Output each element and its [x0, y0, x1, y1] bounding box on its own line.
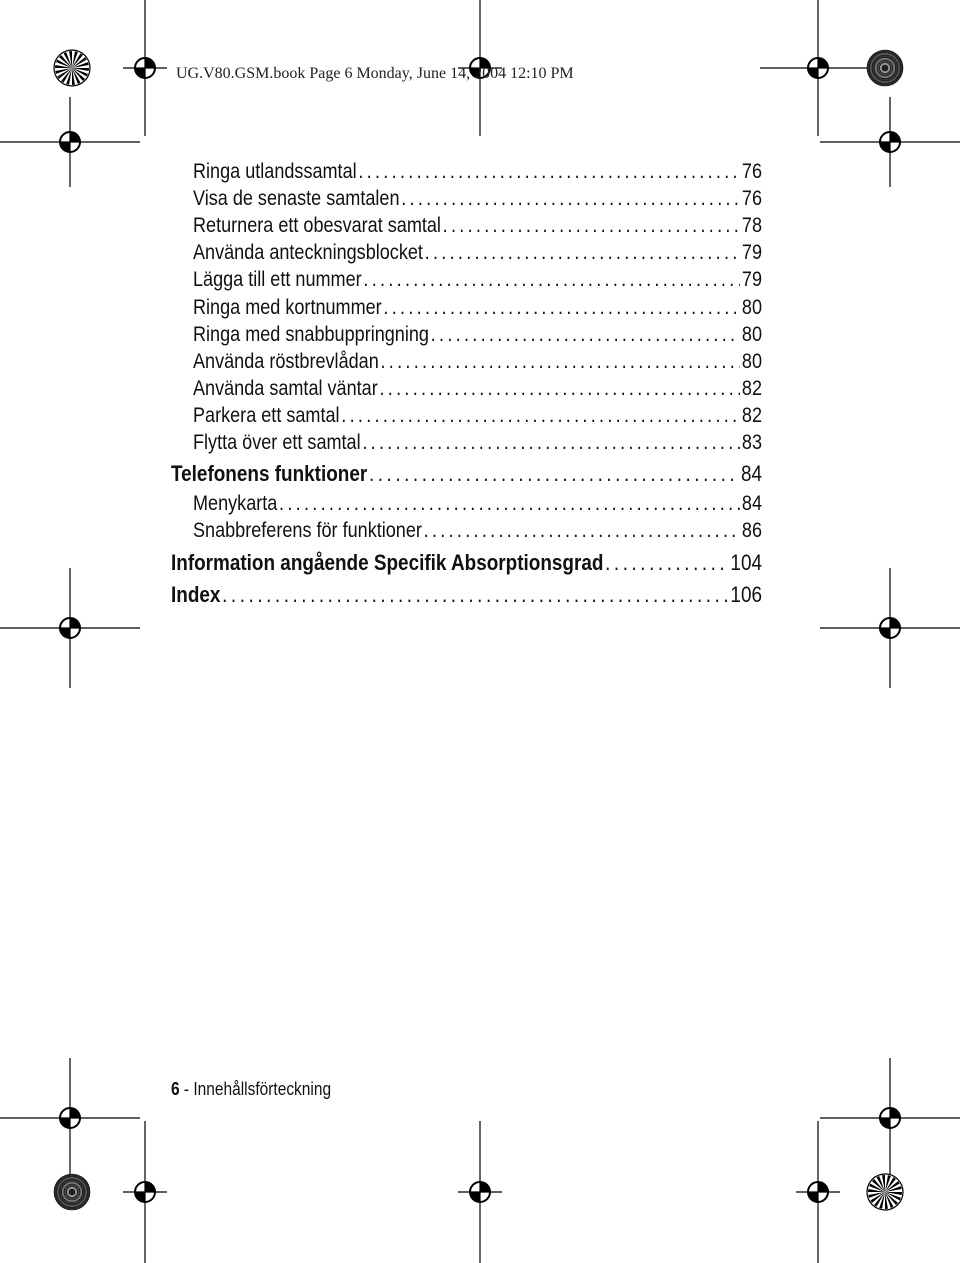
toc-entry[interactable]: [193, 214, 762, 238]
toc-dot-leader: [379, 377, 740, 401]
crosshair-circle-icon: [0, 568, 140, 688]
toc-entry-page: 84: [740, 461, 762, 486]
footer-separator: -: [179, 1079, 194, 1099]
toc-entry-page: 76: [741, 160, 762, 183]
toc-entry[interactable]: [193, 160, 762, 184]
footer-section-title: Innehållsförteckning: [193, 1079, 332, 1099]
toc-entry-page: 84: [741, 492, 762, 515]
grayscale-target-icon: [867, 50, 903, 86]
page-number: 6: [171, 1079, 180, 1099]
toc-entry-page: 82: [741, 377, 762, 400]
toc-entry-title: Menykarta: [193, 492, 278, 515]
toc-entry-title: Visa de senaste samtalen: [193, 187, 400, 210]
toc-entry[interactable]: [171, 461, 762, 487]
crosshair-circle-icon: [0, 97, 140, 187]
toc-entry-title: Information angående Specifik Absorptionsgrad: [171, 550, 604, 575]
toc-dot-leader: [222, 582, 729, 608]
toc-dot-leader: [358, 160, 740, 184]
toc-entry[interactable]: [193, 268, 762, 292]
crosshair-circle-icon: [820, 97, 960, 187]
toc-dot-leader: [363, 268, 740, 292]
toc-entry-page: 79: [741, 268, 762, 291]
book-header-info: UG.V80.GSM.book Page 6 Monday, June 14, 2004 12:10 PM: [176, 65, 574, 82]
toc-entry-page: 104: [730, 550, 762, 575]
toc-entry-title: Använda samtal väntar: [193, 377, 378, 400]
toc-dot-leader: [341, 404, 740, 428]
toc-dot-leader: [401, 187, 740, 211]
toc-entry-title: Använda anteckningsblocket: [193, 241, 423, 264]
toc-entry-title: Använda röstbrevlådan: [193, 350, 379, 373]
toc-entry[interactable]: [193, 431, 762, 455]
crosshair-circle-icon: [123, 0, 167, 136]
toc-entry-title: Lägga till ett nummer: [193, 268, 362, 291]
toc-entry-title: Snabbreferens för funktioner: [193, 519, 422, 542]
toc-dot-leader: [425, 241, 741, 265]
toc-entry[interactable]: [193, 323, 762, 347]
toc-dot-leader: [279, 492, 740, 516]
crosshair-circle-icon: [458, 1121, 502, 1263]
starburst-icon: [54, 50, 90, 86]
toc-entry-title: Telefonens funktioner: [171, 461, 368, 486]
toc-entry-page: 80: [741, 323, 762, 346]
toc-entry[interactable]: [171, 582, 762, 608]
starburst-icon: [867, 1174, 903, 1210]
grayscale-target-icon: [54, 1174, 90, 1210]
toc-entry-title: Ringa med snabbuppringning: [193, 323, 429, 346]
toc-entry-title: Ringa med kortnummer: [193, 296, 382, 319]
toc-entry[interactable]: [193, 241, 762, 265]
toc-entry-page: 80: [741, 350, 762, 373]
toc-entry[interactable]: [193, 519, 762, 543]
toc-entry[interactable]: [193, 404, 762, 428]
toc-entry[interactable]: [193, 377, 762, 401]
toc-entry-page: 80: [741, 296, 762, 319]
toc-dot-leader: [369, 461, 739, 487]
toc-entry[interactable]: [171, 550, 762, 576]
toc-entry-page: 82: [741, 404, 762, 427]
page-footer: [171, 1079, 331, 1100]
toc-dot-leader: [431, 323, 741, 347]
crosshair-circle-icon: [123, 1121, 167, 1263]
toc-entry[interactable]: [193, 187, 762, 211]
crosshair-circle-icon: [820, 568, 960, 688]
toc-dot-leader: [424, 519, 741, 543]
toc-entry-title: Index: [171, 582, 221, 607]
toc-dot-leader: [605, 550, 729, 576]
toc-entry[interactable]: [193, 492, 762, 516]
toc-dot-leader: [443, 214, 741, 238]
toc-entry-page: 79: [741, 241, 762, 264]
toc-entry-page: 86: [741, 519, 762, 542]
toc-entry[interactable]: [193, 350, 762, 374]
toc-entry-title: Ringa utlandssamtal: [193, 160, 357, 183]
toc-dot-leader: [383, 296, 740, 320]
crosshair-circle-icon: [760, 0, 876, 136]
toc-entry-page: 106: [730, 582, 762, 607]
toc-entry-title: Flytta över ett samtal: [193, 431, 361, 454]
crosshair-circle-icon: [796, 1121, 840, 1263]
crosshair-circle-icon: [820, 1058, 960, 1178]
toc-entry[interactable]: [193, 296, 762, 320]
toc-entry-page: 83: [741, 431, 762, 454]
toc-entry-page: 78: [741, 214, 762, 237]
toc-entry-title: Parkera ett samtal: [193, 404, 340, 427]
toc-dot-leader: [362, 431, 740, 455]
toc-entry-page: 76: [741, 187, 762, 210]
toc-dot-leader: [380, 350, 740, 374]
toc-entry-title: Returnera ett obesvarat samtal: [193, 214, 441, 237]
crosshair-circle-icon: [0, 1058, 140, 1178]
